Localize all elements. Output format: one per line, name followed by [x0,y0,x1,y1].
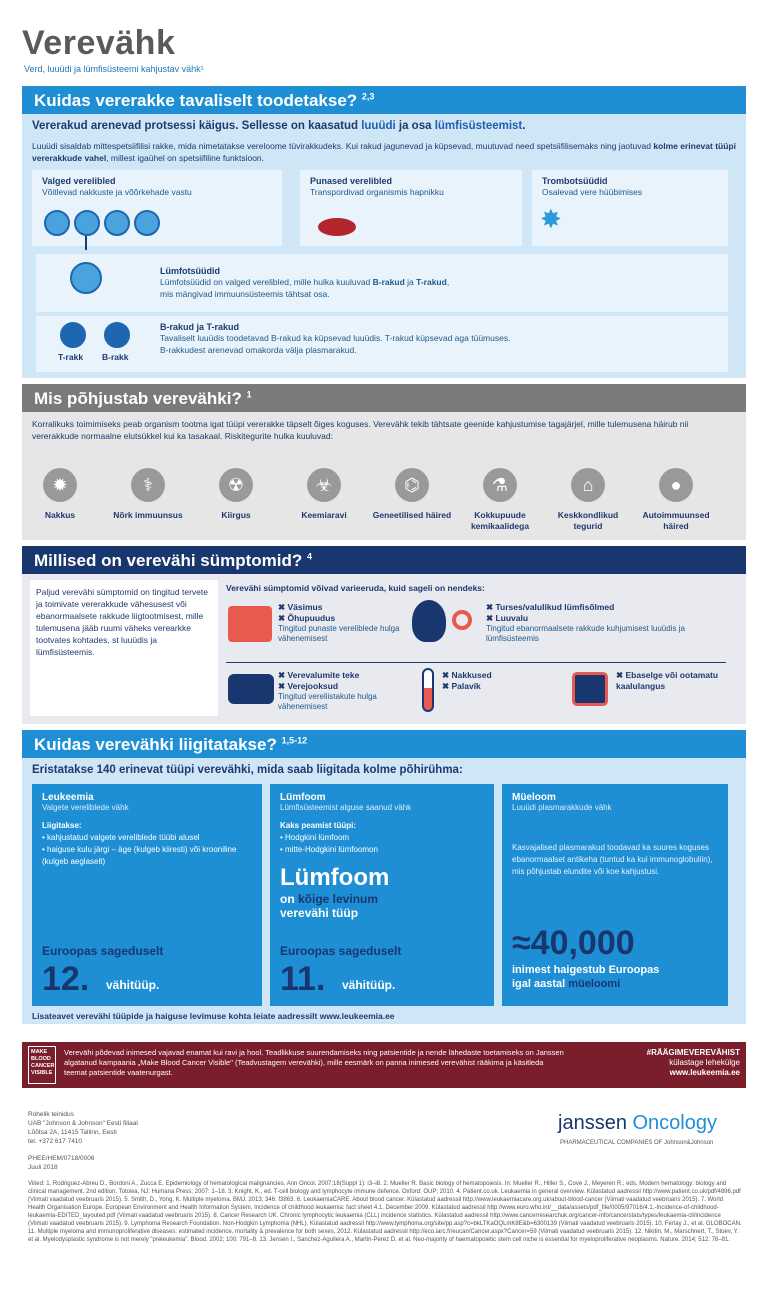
symptom-group-3: ✖ Verevalumite teke ✖ Verejooksud Tingitud vereliistakute hulga vähenemisest [278,670,377,711]
symptom-group-5: ✖ Ebaselge või ootamatu kaalulangus [616,670,719,691]
section-1-heading: Kuidas vererakke tavaliselt toodetakse? $^{2,3}$ [22,86,746,114]
symptom-group-4: ✖ Nakkused ✖ Palavik [442,670,492,691]
risk-icon-5: ⌬ [395,468,429,502]
risk-icon-4: ☣ [307,468,341,502]
more-info: Lisateavet verevähi tüüpide ja haiguse levimuse kohta leiate aadressilt www.leukeemia.ee [32,1011,395,1021]
t-cell-icon [60,322,86,348]
s1-intro: Luuüdi sisaldab mittespetsiifilisi rakke, mida nimetatakse vereloome tüvirakkudeks. Kui rakud jagunevad ja küpsevad, muutuvad need spetsiifilisemaks ning jaotuvad kolme erinevat tüüpi vererakkude vahel, millest igaühel on spetsiifiline funktsioon. [32,141,736,163]
banner-url[interactable]: www.leukeemia.ee [669,1068,740,1077]
lymph-node-icon [412,600,482,646]
symptom-group-2: ✖ Turses/valulikud lümfisõlmed ✖ Luuvalu Tingitud ebanormaalsete rakkude kuhjumisest luuüdis ja lümfisüsteemis [486,602,685,643]
risk-icon-8: ● [659,468,693,502]
white-cell-icon [134,210,160,236]
campaign-logo: MAKE BLOOD CANCER VISIBLE [28,1046,56,1084]
symptom-group-1: ✖ Väsimus ✖ Õhupuudus Tingitud punaste vereliblede hulga vähenemisest [278,602,400,643]
card-lymphoma: Lümfoom Lümfisüsteemist alguse saanud vähk Kaks peamist tüüpi: • Hodgkini lümfoom • mitte-Hodgkini lümfoomon Lümfoom on kõige levinum verevähi tüüp Euroopas sageduselt 11. vähitüüp. [270,784,494,1006]
references: Viited: 1. Rodriguez-Abreu D., Bordoni A., Zucca E. Epidemiology of hematological malignancies. Ann Oncol. 2007;18(Suppl 1): i3–i8. 2. Mueller R. Basic biology of hematopoiesis. In: Mueller R., Hiller S., Cove J., Meyeren R., eds. Modern hematology: biology and clinical management. 2nd edition. Totowa, NJ: Humana Press; 2007: 1–18. 3. Knight, K., ed. T-cell biology and lymphocyte immune defence. Oxford: OUP; 2010. 4. Patient.co.uk. Leukaemia in general overview. Külastatud aadressil http://www.patient.co.uk/pdf/4896.pdf (Viimati vaadatud veebruaris 2015). 5. Smith, D., Yong, K. Multiple myeloma. BMJ. 2013; 346: f3863. 6. LeukaemiaCARE. About blood cancer. Külastatud aadressil http://www.leukaemiacare.org.uk/about-blood-cancer (Viimati vaadatud veebruaris 2015). 7. World Health Organisation Europe. European Environment and Health Information System. Incidence of childhood leukaemia: fact sheet 4.1. December 2009. Külastatud aadressil http://www.euro.who.int/__data/assets/pdf_file/0005/97016/4.1.-Incidence-of-childhood-leukaemia-EDITED_layouted.pdf (Viimati vaadatud veebruaris 2015). 8. Cancer Research UK. Chronic lymphocytic leukaemia (CLL) incidence statistics. Külastatud aadressil http://www.cancerresearchuk.org/cancer-info/cancerstats/types/leukaemia-cll/incidence (Viimati vaadatud veebruaris 2015). 9. Lymphoma Research Foundation. Non-Hodgkin Lymphoma (NHL). Külastatud aadressil http://www.lymphoma.org/site/pp.asp?c=bkLTKaOQLmK8E&b=6300139 (Viimati vaadatud veebruaris 2015). 10. Ferlay J., et al. GLOBOCAN. 11. Multiple myeloma and immunoproliferative diseases: estimated incidence, mortality & prevalence for both sexes, 2012. Külastatud aadressil http://eco.iarc.fr/eucan/Cancer.aspx?Cancer=59 (Viimati vaadatud veebruaris 2015). 12. Nikitin, M., Marschnert, T., Stoev, Y. et al. Myelodysplastic syndrome is not merely "preleukemia". Blood. 2002; 100: 791–8. 13. Jensen I., Sanchez-Aguilera A., Martin-Perez D. et al. Neo-majority of haematopoietic stem cell niche is essential for myeloproliferative neoplasms. Nature. 2014; 512: 78–81. [28,1181,742,1243]
section-4-heading: Kuidas verevähki liigitatakse? $^{1,5-12}$ [22,730,746,758]
tree-line [85,236,87,250]
banner-text: Verevähi põdevad inimesed vajavad enamat kui ravi ja hool. Teadlikkuse suurendamiseks ning patsientide ja nende lähedaste toetamiseks on Janssen algatanud kampaania „Make Blood Cancer Visible" (Teadvustagem verevähki), mille eesmärk on panna inimesed verevähist rääkima ja käsitleda teemat patsientide vaatenurgast. [64,1048,564,1077]
symptoms-title: Verevähi sümptomid võivad varieeruda, kuid sageli on nendeks: [226,583,485,593]
card-leukemia: Leukeemia Valgete vereliblede vähk Liigitakse: • kahjustatud valgete vereliblede tüübi alusel • haiguse kulu järgi – äge (kulgeb kiiresti) või krooniline (kulgeb aeglaselt) Euroopas sageduselt 12. vähitüüp. [32,784,262,1006]
risk-label-4: Keemiaravi [301,510,347,520]
risk-icon-3: ☢ [219,468,253,502]
risk-icon-7: ⌂ [571,468,605,502]
risk-label-1: Nakkus [44,510,76,520]
thermometer-icon [422,668,434,712]
white-cell-icon [44,210,70,236]
s4-lead: Eristatakse 140 erinevat tüüpi verevähki, mida saab liigitada kolme põhirühma: [32,764,463,776]
risk-label-2: Nõrk immuunsus [113,510,183,520]
page-subtitle: Verd, luuüdi ja lümfisüsteemi kahjustav vähk¹ [24,64,204,74]
card-red-cells: Punased verelibled Transpordivad organismis hapnikku [300,170,522,246]
lymph-text: Lümfotsüüdid Lümfotsüüdid on valged verelibled, mille hulka kuuluvad B-rakud ja T-rakud, mis mängivad immuunsüsteemis tähtsat osa. [160,266,450,299]
risk-icon-1: ✹ [43,468,77,502]
risk-icon-2: ⚕ [131,468,165,502]
white-cell-icon [74,210,100,236]
leukeemia-link[interactable]: www.leukeemia.ee [319,1011,395,1021]
risk-label-7: Keskkondlikud tegurid [557,510,619,531]
bruise-icon [228,674,274,704]
janssen-logo: janssen Oncology [558,1112,717,1134]
b-cell-icon [104,322,130,348]
platelet-icon: ✸ [540,204,562,234]
card-myeloma: Müeloom Luuüdi plasmarakkude vähk Kasvajalised plasmarakud toodavad ka suures koguses ebanormaalset antikeha (tuntud ka kui immunoglobuliin), mis põhjustab elundite või koe kahjustusi. ≈40,000 inimest haigestub Euroopas igal aastal müeloomi [502,784,728,1006]
card-platelets: Trombotsüüdid Osalevad vere hüübimises [532,170,728,246]
divider [226,662,726,663]
lymphocyte-icon [70,262,102,294]
symptoms-intro-card: Paljud verevähi sümptomid on tingitud tervete ja toimivate vererakkude vähesusest või ebanormaalsete rakkude liigtootmisest, mille tulemusena jääb ruumi väheks verearkke tootvates kohtades, st luuüdis ja lümfisüsteemis. [30,580,218,716]
t-cell-label: T-rakk [58,352,84,362]
risk-label-5: Geneetilised häired [372,510,452,520]
bt-text: B-rakud ja T-rakud Tavaliselt luuüdis toodetavad B-rakud ka küpsevad luuüdis. T-rakud küpsevad aga tüümuses. B-rakkudest arenevad omakorda välja plasmarakud. [160,322,511,355]
page-title: Verevähk [22,24,176,62]
risk-label-3: Kiirgus [221,510,251,520]
jnj-tagline: PHARMACEUTICAL COMPANIES OF Johnson&Johnson [560,1140,714,1146]
footer-address: Rohelik teinidus UAB "Johnson & Johnson" Eesti filiaal Lõõtsa 2A, 11415 Tallinn, Eesti tel. +372 617 7410 PHEE/HEM/0718/0006 Juuli 2018 [28,1111,138,1171]
section-3-heading: Millised on verevähi sümptomid? $^4$ [22,546,746,574]
red-cell-icon [318,218,356,236]
b-cell-label: B-rakk [102,352,129,362]
scale-icon [572,672,608,706]
risk-icon-6: ⚗ [483,468,517,502]
risk-label-6: Kokkupuude kemikaalidega [470,510,530,531]
risk-label-8: Autoimmuunsed häired [642,510,710,531]
s1-lead: Vererakud arenevad protsessi käigus. Sellesse on kaasatud luuüdi ja osa lümfisüsteemist. [32,120,526,132]
fatigue-icon [228,606,272,642]
section-2-heading: Mis põhjustab verevähki? $^1$ [22,384,746,412]
card-white-cells: Valged verelibled Võitlevad nakkuste ja võõrkehade vastu [32,170,282,246]
banner-tag: #RÄÄGIMEVEREVÄHIST külastage lehekülge www.leukeemia.ee [600,1048,740,1078]
s2-text: Korralikuks toimimiseks peab organism tootma igat tüüpi vererakke täpselt õiges koguses. Verevähk tekib tähtsate geenide kahjustumise tagajärjel, mille tulemusena häirub nii vererakkude normaalne elutsükkel kui ka tasakaal. Riskitegurite hulka kuuluvad: [32,419,689,441]
white-cell-icon [104,210,130,236]
